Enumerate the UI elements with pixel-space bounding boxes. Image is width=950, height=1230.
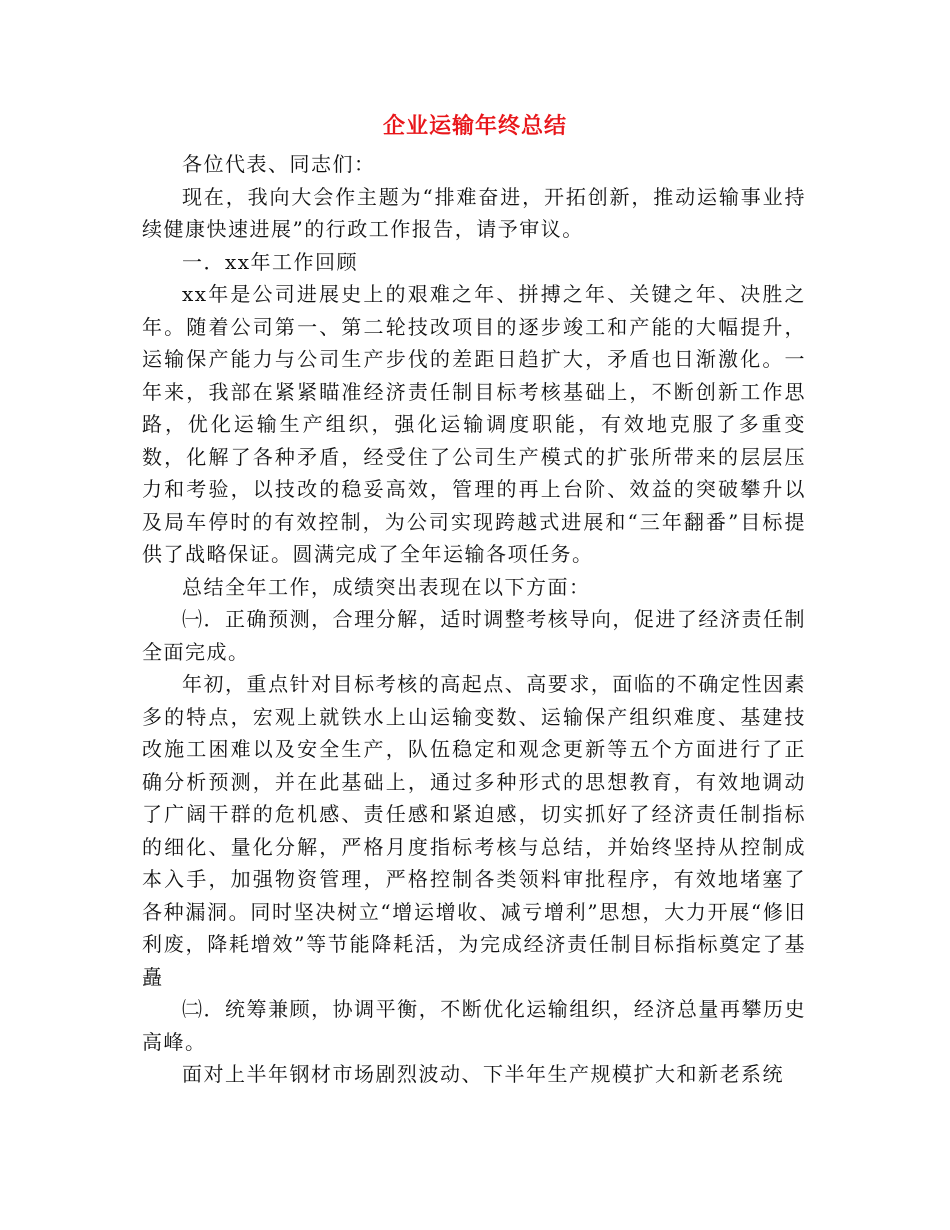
paragraph-subsection-2: 面对上半年钢材市场剧烈波动、下半年生产规模扩大和新老系统 <box>182 1062 784 1086</box>
subsection-heading-2: ㈡．统筹兼顾，协调平衡，不断优化运输组织，经济总量再攀历史高峰。 <box>142 997 806 1054</box>
subsection-heading-1: ㈠．正确预测，合理分解，适时调整考核导向，促进了经济责任制全面完成。 <box>142 607 806 664</box>
salutation: 各位代表、同志们： <box>182 152 376 176</box>
paragraph-summary: 总结全年工作，成绩突出表现在以下方面： <box>182 574 591 599</box>
document-title: 企业运输年终总结 <box>382 113 567 139</box>
paragraph-review: xx年是公司进展史上的艰难之年、拼搏之年、关键之年、决胜之年。随着公司第一、第二轮技改项目的逐步竣工和产能的大幅提升，运输保产能力与公司生产步伐的差距日趋扩大，矛盾也日渐激化。一年来，我部在紧紧瞄准经济责任制目标考核基础上，不断创新工作思路，优化运输生产组织，强化运输调度职能，有效地克服了多重变数，化解了各种矛盾，经受住了公司生产模式的扩张所带来的层层压力和考验，以技改的稳妥高效，管理的再上台阶、效益的突破攀升以及局车停时的有效控制，为公司实现跨越式进展和“三年翻番”目标提供了战略保证。圆满完成了全年运输各项任务。 <box>142 282 806 566</box>
paragraph-subsection-1: 年初，重点针对目标考核的高起点、高要求，面临的不确定性因素多的特点，宏观上就铁水上山运输变数、运输保产组织难度、基建技改施工困难以及安全生产，队伍稳定和观念更新等五个方面进行了正确分析预测，并在此基础上，通过多种形式的思想教育，有效地调动了广阔干群的危机感、责任感和紧迫感，切实抓好了经济责任制指标的细化、量化分解，严格月度指标考核与总结，并始终坚持从控制成本入手，加强物资管理，严格控制各类领料审批程序，有效地堵塞了各种漏洞。同时坚决树立“增运增收、减亏增利”思想，大力开展“修旧利废，降耗增效”等节能降耗活，为完成经济责任制目标指标奠定了基矗 <box>142 672 806 989</box>
paragraph-intro: 现在，我向大会作主题为“排难奋进，开拓创新，推动运输事业持续健康快速进展”的行政工作报告，请予审议。 <box>142 184 806 241</box>
document-body <box>142 148 806 1091</box>
section-heading: 一．xx年工作回顾 <box>182 249 359 274</box>
